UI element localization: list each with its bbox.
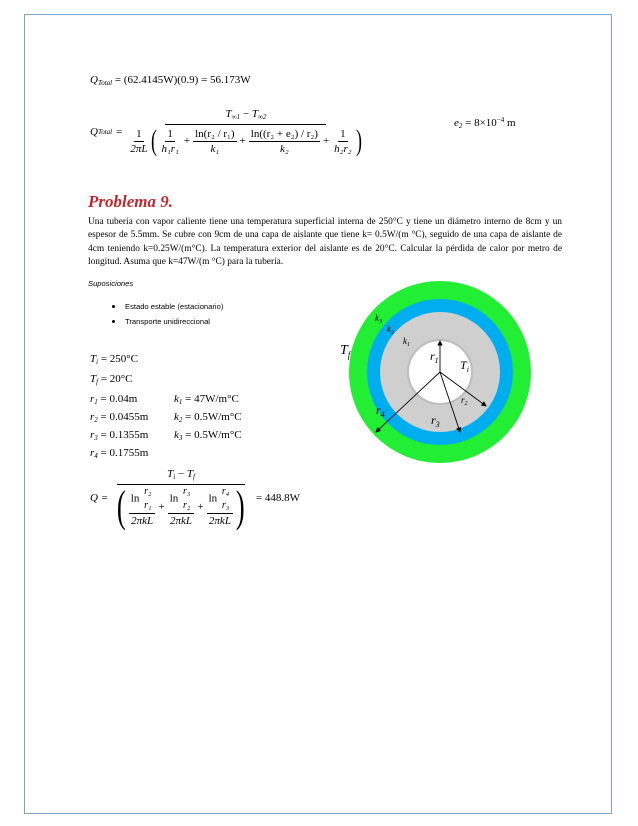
ti-label: $T_i$ <box>460 358 469 374</box>
symbol: k <box>174 393 179 405</box>
assumptions-heading: Suposiciones <box>88 279 134 288</box>
main-numerator <box>165 108 326 125</box>
t-symbol: T <box>225 108 232 120</box>
k2-label: $k_2$ <box>387 324 394 336</box>
value: = 250°C <box>100 353 139 365</box>
r1-label: $r_1$ <box>430 349 439 365</box>
e2-equation <box>454 116 516 130</box>
r-ratio <box>220 486 231 512</box>
t-sub-i: i <box>173 473 176 481</box>
q-main-fraction <box>112 468 250 531</box>
ln-text: ln <box>208 492 218 505</box>
subscript: 1 <box>178 398 183 406</box>
term4-den: h₂r₂ <box>334 142 352 155</box>
plus-sign: + <box>322 135 330 147</box>
r2-label: $r_2$ <box>461 395 468 407</box>
q-total-formula-equation <box>90 108 366 156</box>
given-k2 <box>174 411 242 424</box>
value: = 0.1755m <box>100 447 149 459</box>
r-bottom: r₃ <box>221 500 230 511</box>
term2-fraction <box>193 128 236 155</box>
q-heat-loss-equation <box>90 468 301 531</box>
value: = 0.5W/m°C <box>185 429 242 441</box>
value: = 0.1355m <box>100 429 149 441</box>
q-total-numeric-equation <box>90 74 251 87</box>
t-sub-2: ∞2 <box>257 113 267 121</box>
e-symbol: e <box>454 117 459 129</box>
k3-label: $k_3$ <box>375 313 382 325</box>
t-sub-1: ∞1 <box>231 113 241 121</box>
value: = 0.5W/m°C <box>185 411 242 423</box>
given-k3 <box>174 429 242 442</box>
tf-label: $T_f$ <box>340 343 351 360</box>
subscript: 1 <box>94 398 98 406</box>
symbol: k <box>174 429 179 441</box>
k1-label: $k_1$ <box>403 336 410 348</box>
term2-num: ln(r₂ / r₁) <box>195 127 235 140</box>
layer1-den: 2πkL <box>131 515 154 527</box>
bullet-icon <box>112 320 115 323</box>
given-r4 <box>90 447 148 460</box>
subscript: 4 <box>94 452 98 460</box>
plus-sign: + <box>158 500 165 513</box>
value: = 47W/m°C <box>185 393 239 405</box>
term1-den: h₁r₁ <box>161 142 179 155</box>
layer3-den: 2πkL <box>208 515 231 527</box>
assumptions-list <box>112 302 223 326</box>
layer3-num <box>207 486 234 514</box>
r-ratio <box>142 486 153 512</box>
concentric-cylinder-diagram <box>340 280 590 470</box>
plus-sign: + <box>183 135 191 147</box>
minus-sign: − <box>177 468 185 480</box>
given-r2 <box>90 411 148 424</box>
q-lhs: Q = <box>90 491 109 504</box>
right-paren: ) <box>236 481 246 531</box>
t-symbol: T <box>251 108 258 120</box>
list-item <box>112 302 223 311</box>
subscript: 3 <box>178 434 183 442</box>
term1-num: 1 <box>167 127 173 140</box>
right-paren: ) <box>355 124 362 157</box>
value: = 0.04m <box>100 393 138 405</box>
given-tf <box>90 373 133 386</box>
ln-text: ln <box>130 492 140 505</box>
layer1-fraction <box>129 486 156 527</box>
subscript: 3 <box>94 434 98 442</box>
e2-value: = 8×10 <box>465 117 497 129</box>
e2-exponent: −4 <box>496 116 505 124</box>
subscript: 2 <box>178 416 183 424</box>
subscript: 2 <box>94 416 98 424</box>
term1-fraction <box>159 128 180 155</box>
main-denominator <box>126 125 365 156</box>
e-subscript: 2 <box>458 122 463 130</box>
r-top: r₂ <box>144 486 152 497</box>
term3-den: k₂ <box>280 142 289 155</box>
e2-unit: m <box>504 117 516 129</box>
problem-statement: Una tubería con vapor caliente tiene una temperatura superficial interna de 250°C y tiene un diámetro interno de 8cm y un espesor de 5.5mm. Se cubre con 9cm de una capa de aislante que tiene k= 0.5W/(m °C), seguido de una capa de aislante de 4cm teniendo k=0.25W/(m°C). La temperatura exterior del aislante es de 20°C. Calcular la pérdida de calor por metro de longitud. Asuma que k=47W/(m °C) para la tubería. <box>88 217 562 268</box>
subscript: f <box>96 378 99 386</box>
r-bottom: r₁ <box>144 500 152 511</box>
given-r1 <box>90 393 137 406</box>
r-top: r₄ <box>221 486 230 497</box>
term2-den: k₁ <box>210 142 220 155</box>
symbol: r <box>90 447 95 459</box>
symbol: r <box>90 429 95 441</box>
q-total-value: = (62.4145W)(0.9) = 56.173W <box>114 74 251 86</box>
r-ratio <box>181 486 192 512</box>
given-r3 <box>90 429 148 442</box>
layer2-den: 2πkL <box>170 515 193 527</box>
term3-fraction <box>249 128 320 155</box>
q-symbol: Q <box>90 126 98 138</box>
given-ti <box>90 353 138 366</box>
r4-label: $r_4$ <box>376 403 385 419</box>
t-sub-f: f <box>193 473 195 481</box>
value: = 20°C <box>100 373 133 385</box>
outer-num: 1 <box>136 127 142 140</box>
r-top: r₃ <box>183 486 191 497</box>
list-item <box>112 317 223 326</box>
problem-title: Problema 9. <box>88 192 173 211</box>
symbol: r <box>90 411 95 423</box>
equals-sign: = <box>116 126 123 138</box>
q-symbol: Q <box>90 74 98 86</box>
given-k1 <box>174 393 239 406</box>
symbol: k <box>174 411 179 423</box>
term4-fraction <box>332 128 353 155</box>
left-paren: ( <box>117 481 126 531</box>
r-bottom: r₂ <box>183 500 191 511</box>
t-symbol: T <box>167 468 174 480</box>
outer-den: 2πL <box>130 142 148 155</box>
symbol: T <box>90 353 97 365</box>
outer-fraction <box>128 128 149 155</box>
q-numerator <box>117 468 245 485</box>
term3-num: ln((r₂ + e₂) / r₂) <box>250 127 318 140</box>
bullet-icon <box>112 305 115 308</box>
q-result: = 448.8W <box>255 491 301 504</box>
assumption-text: Estado estable (estacionario) <box>125 302 224 311</box>
layer2-num <box>168 486 195 514</box>
layer1-num <box>129 486 156 514</box>
r3-label: $r_3$ <box>431 413 440 429</box>
left-paren: ( <box>151 124 158 157</box>
minus-sign: − <box>242 108 250 120</box>
main-fraction <box>126 108 365 156</box>
symbol: r <box>90 393 95 405</box>
symbol: T <box>90 373 97 385</box>
assumption-text: Transporte unidireccional <box>125 317 210 326</box>
plus-sign: + <box>197 500 204 513</box>
q-denominator <box>112 481 250 531</box>
q-subscript: Total <box>97 79 113 87</box>
layer2-fraction <box>168 486 195 527</box>
subscript: i <box>96 358 99 366</box>
plus-sign: + <box>239 135 246 147</box>
value: = 0.0455m <box>100 411 149 423</box>
term4-num: 1 <box>340 127 346 140</box>
q-subscript: Total <box>97 128 113 136</box>
ln-text: ln <box>169 492 179 505</box>
layer3-fraction <box>207 486 234 527</box>
t-symbol: T <box>186 468 194 480</box>
